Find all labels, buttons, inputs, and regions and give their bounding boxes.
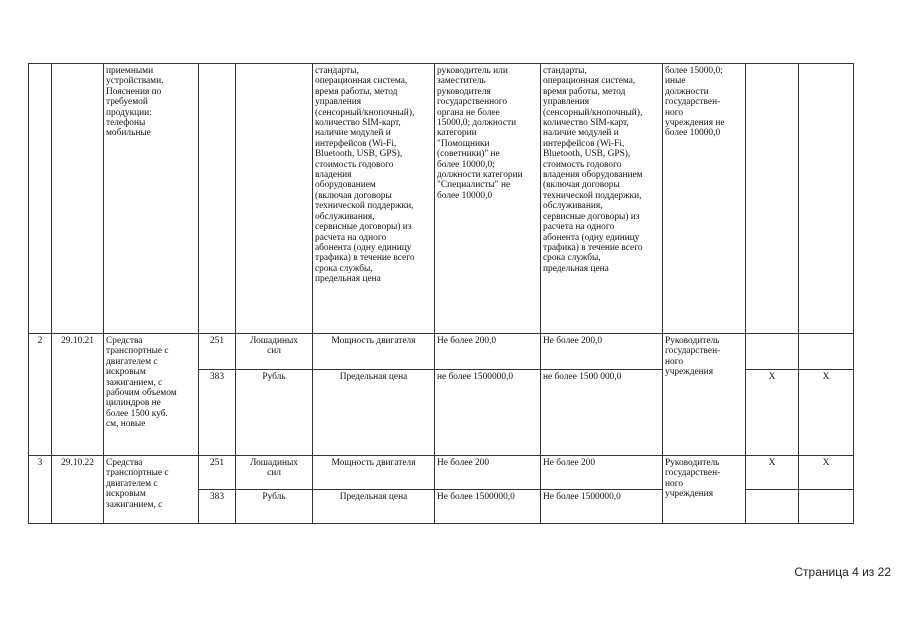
table-row-continued <box>29 64 854 334</box>
cell-x2: Х <box>799 370 854 456</box>
cell-value-approved: Не более 1500000,0 <box>435 490 541 524</box>
table-row <box>29 334 854 370</box>
cell-num: 2 <box>29 334 52 456</box>
cell-x2 <box>799 334 854 370</box>
cell-code: 251 <box>199 334 236 370</box>
cell-name: приемными устройствами. Пояснения по требуемой продукции: телефоны мобильные <box>104 64 199 334</box>
cell-code: 383 <box>199 370 236 456</box>
cell-value-approved: Не более 200,0 <box>435 334 541 370</box>
cell-x1 <box>746 64 799 334</box>
cell-characteristic: Мощность двигателя <box>313 334 435 370</box>
cell-x1: Х <box>746 456 799 490</box>
cell-code: 383 <box>199 490 236 524</box>
cell-characteristic: Предельная цена <box>313 370 435 456</box>
cell-x1: Х <box>746 370 799 456</box>
cell-value-approved: руководитель или заместитель руководителя государственного органа не более 15000,0; должности категории "Помощники (советники)" не более 10000,0; должности категории "Специалисты" не более 10000,0 <box>435 64 541 334</box>
cell-value-2: Не более 200 <box>541 456 663 490</box>
cell-unit <box>236 64 313 334</box>
cell-x2 <box>799 490 854 524</box>
cell-okpd: 29.10.22 <box>52 456 104 524</box>
cell-characteristic: Мощность двигателя <box>313 456 435 490</box>
cell-x2: Х <box>799 456 854 490</box>
cell-unit: Лошадиных сил <box>236 456 313 490</box>
cell-characteristic-2: стандарты, операционная система, время работы, метод управления (сенсорный/кнопочный), количество SIM-карт, наличие модулей и интерфейсов (Wi-Fi, Bluetooth, USB, GPS), стоимость годового владения оборудованием (включая договоры технической поддержки, обслуживания, сервисные договоры) из расчета на одного абонента (одну единицу трафика) в течение всего срока службы, предельная цена <box>541 64 663 334</box>
requirements-table <box>28 63 854 524</box>
cell-x2 <box>799 64 854 334</box>
cell-okpd: 29.10.21 <box>52 334 104 456</box>
cell-num <box>29 64 52 334</box>
table-row <box>29 456 854 490</box>
cell-characteristic: Предельная цена <box>313 490 435 524</box>
cell-characteristic: стандарты, операционная система, время работы, метод управления (сенсорный/кнопочный), количество SIM-карт, наличие модулей и интерфейсов (Wi-Fi, Bluetooth, USB, GPS), стоимость годового владения оборудованием (включая договоры технической поддержки, обслуживания, сервисные договоры) из расчета на одного абонента (одну единицу трафика) в течение всего срока службы, предельная цена <box>313 64 435 334</box>
cell-name: Средства транспортные с двигателем с искровым зажиганием, с <box>104 456 199 524</box>
cell-code: 251 <box>199 456 236 490</box>
cell-value-approved: не более 1500000,0 <box>435 370 541 456</box>
cell-unit: Лошадиных сил <box>236 334 313 370</box>
cell-institution: Руководитель государствен- ного учреждения <box>663 456 746 524</box>
cell-x1 <box>746 490 799 524</box>
cell-value-2: Не более 1500000,0 <box>541 490 663 524</box>
cell-okpd <box>52 64 104 334</box>
cell-institution: Руководитель государствен- ного учреждения <box>663 334 746 456</box>
cell-unit: Рубль <box>236 490 313 524</box>
cell-code <box>199 64 236 334</box>
cell-name: Средства транспортные с двигателем с искровым зажиганием, с рабочим объемом цилиндров не более 1500 куб. см, новые <box>104 334 199 456</box>
page-number: Страница 4 из 22 <box>794 565 891 579</box>
cell-value-2: не более 1500 000,0 <box>541 370 663 456</box>
cell-value-institution: более 15000,0; иные должности государствен- ного учреждения не более 10000,0 <box>663 64 746 334</box>
cell-x1 <box>746 334 799 370</box>
cell-unit: Рубль <box>236 370 313 456</box>
cell-value-2: Не более 200,0 <box>541 334 663 370</box>
cell-num: 3 <box>29 456 52 524</box>
cell-value-approved: Не более 200 <box>435 456 541 490</box>
